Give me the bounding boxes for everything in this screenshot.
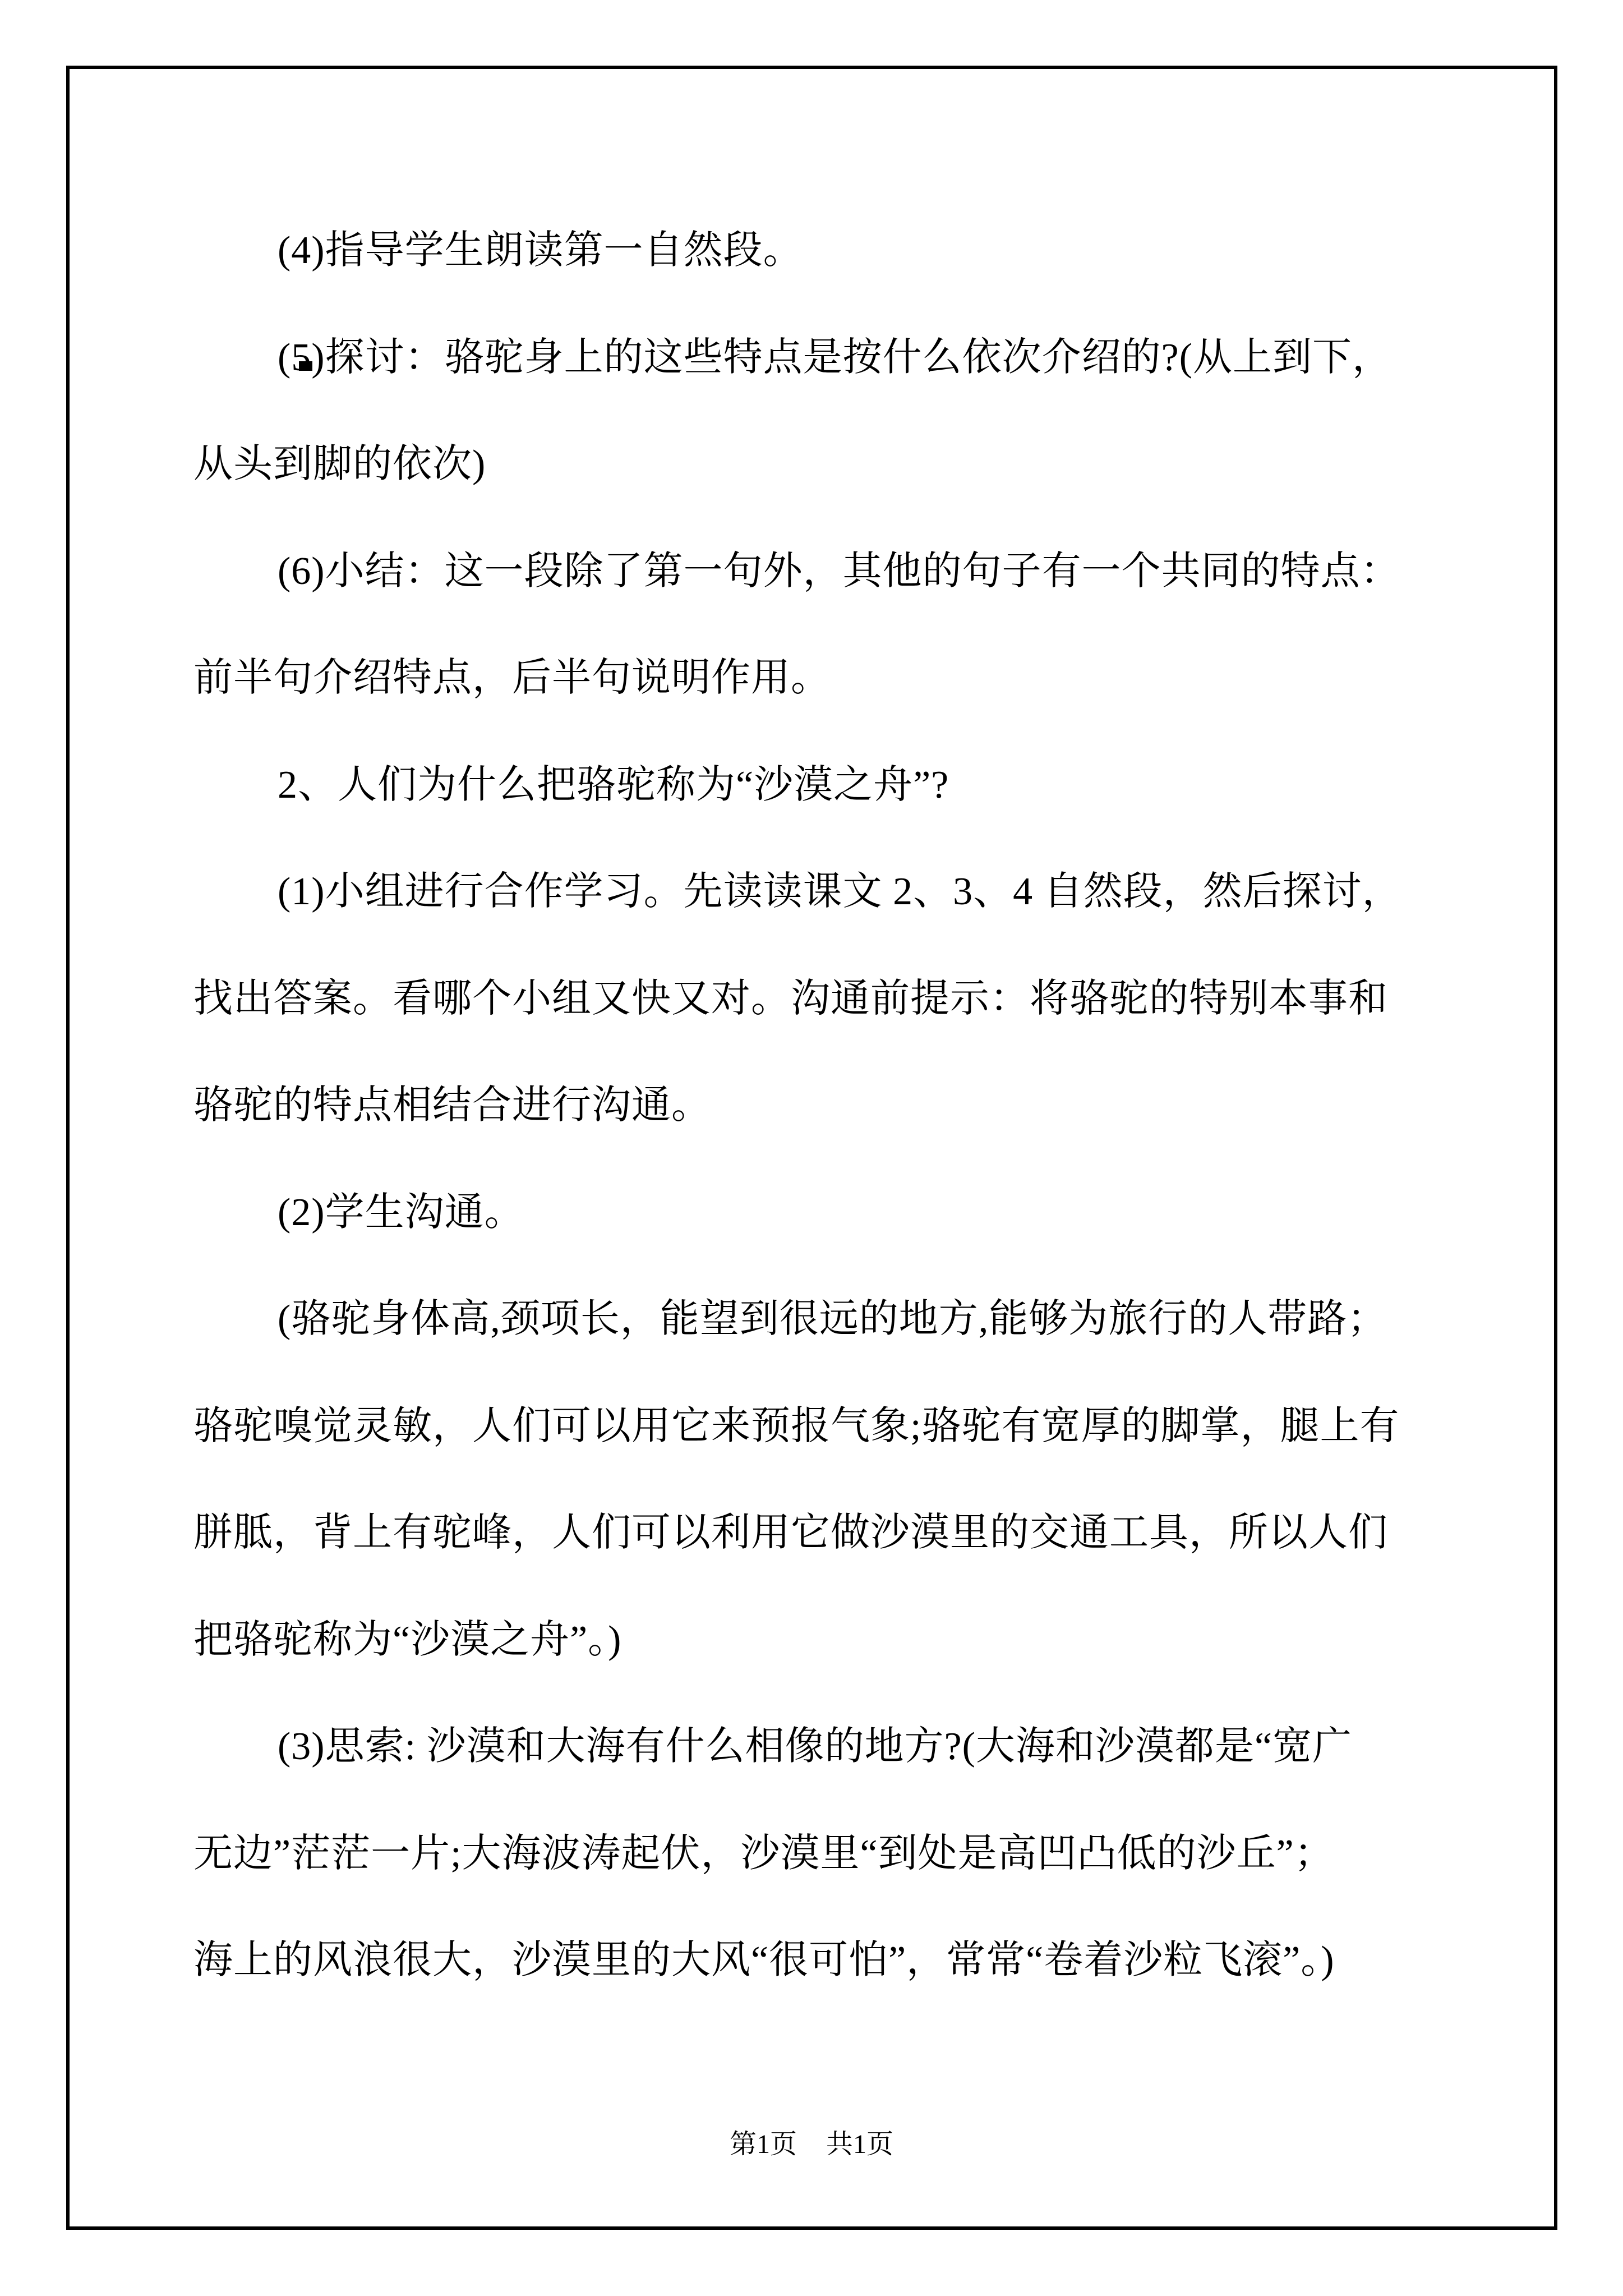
- text-line: 前半句介绍特点，后半句说明作用。: [193, 656, 831, 700]
- text-line: (2)学生沟通。: [278, 1190, 524, 1234]
- text-line: (4)指导学生朗读第一自然段。: [278, 229, 803, 272]
- text-body: [193, 197, 1458, 2014]
- text-line: (1)小组进行合作学习。先读读课文 2、3、4 自然段，然后探讨，: [278, 870, 1402, 913]
- text-line: (骆驼身体高,颈项长，能望到很远的地方,能够为旅行的人带路；: [278, 1297, 1387, 1341]
- text-line: (3)思索: 沙漠和大海有什么相像的地方?(大海和沙漠都是“宽广: [278, 1725, 1353, 1768]
- text-line: 无边”茫茫一片;大海波涛起伏，沙漠里“到处是高凹凸低的沙丘”；: [193, 1832, 1334, 1875]
- text-line: (6)小结：这一段除了第一句外，其他的句子有一个共同的特点：: [278, 549, 1400, 593]
- text-line: 海上的风浪很大，沙漠里的大风“很可怕”，常常“卷着沙粒飞滚”。): [193, 1939, 1335, 1982]
- text-line: (5)探讨：骆驼身上的这些特点是按什么依次介绍的?(从上到下，: [278, 335, 1392, 379]
- text-line: 胼胝，背上有驼峰，人们可以利用它做沙漠里的交通工具，所以人们: [193, 1511, 1388, 1554]
- text-line: 骆驼的特点相结合进行沟通。: [193, 1084, 711, 1127]
- text-line: 从头到脚的依次): [193, 443, 486, 486]
- text-line: 骆驼嗅觉灵敏，人们可以用它来预报气象;骆驼有宽厚的脚掌，腿上有: [193, 1404, 1400, 1448]
- text-line: 找出答案。看哪个小组又快又对。沟通前提示：将骆驼的特别本事和: [193, 977, 1388, 1020]
- page-footer: [0, 2125, 1623, 2164]
- page-number-label: 第1页: [729, 2129, 797, 2159]
- page-total-label: 共1页: [826, 2129, 894, 2159]
- text-line: 2、人们为什么把骆驼称为“沙漠之舟”?: [278, 763, 949, 807]
- text-line: 把骆驼称为“沙漠之舟”。): [193, 1618, 622, 1662]
